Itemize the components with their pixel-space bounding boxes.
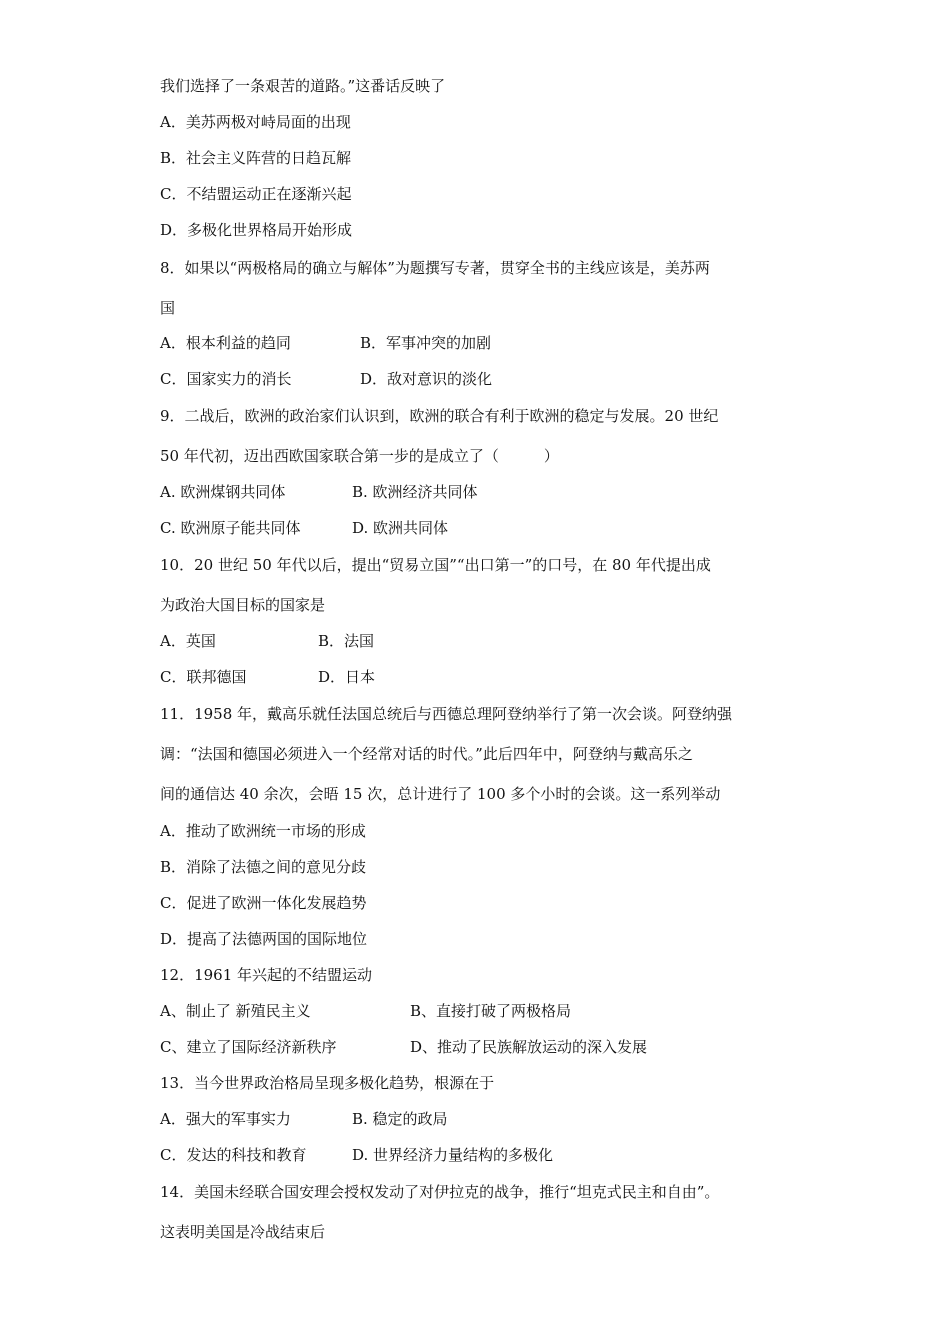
q8-stem-line2: 国 — [160, 299, 176, 317]
q8-option-b: B．军事冲突的加剧 — [360, 334, 492, 352]
q12-option-d: D、推动了民族解放运动的深入发展 — [410, 1038, 648, 1056]
q9-stem-line1: 9．二战后，欧洲的政治家们认识到，欧洲的联合有利于欧洲的稳定与发展。20 世纪 — [160, 407, 719, 425]
q12-option-c: C、建立了国际经济新秩序 — [160, 1038, 337, 1056]
q13-stem: 13．当今世界政治格局呈现多极化趋势，根源在于 — [160, 1074, 495, 1092]
q8-option-d: D．敌对意识的淡化 — [360, 370, 493, 388]
q10-stem-line1: 10．20 世纪 50 年代以后，提出“贸易立国”“出口第一”的口号，在 80 年代提出成 — [160, 556, 711, 574]
q8-option-c: C．国家实力的消长 — [160, 370, 292, 388]
q10-stem-line2: 为政治大国目标的国家是 — [160, 596, 326, 614]
q11-option-d: D．提高了法德两国的国际地位 — [160, 930, 368, 948]
q13-option-d: D. 世界经济力量结构的多极化 — [352, 1146, 554, 1164]
q7-option-c: C．不结盟运动正在逐渐兴起 — [160, 185, 352, 203]
q11-option-a: A．推动了欧洲统一市场的形成 — [160, 822, 366, 840]
q12-stem: 12．1961 年兴起的不结盟运动 — [160, 966, 373, 984]
q14-stem-line1: 14．美国未经联合国安理会授权发动了对伊拉克的战争，推行“坦克式民主和自由”。 — [160, 1183, 720, 1201]
q7-option-d: D．多极化世界格局开始形成 — [160, 221, 353, 239]
q11-stem-line2: 调：“法国和德国必须进入一个经常对话的时代。”此后四年中，阿登纳与戴高乐之 — [160, 745, 693, 763]
q9-stem-line2: 50 年代初，迈出西欧国家联合第一步的是成立了（ ） — [160, 447, 559, 465]
q10-option-d: D．日本 — [318, 668, 376, 686]
q7-option-b: B．社会主义阵营的日趋瓦解 — [160, 149, 352, 167]
q14-stem-line2: 这表明美国是冷战结束后 — [160, 1223, 326, 1241]
q11-stem-line3: 间的通信达 40 余次，会晤 15 次，总计进行了 100 多个小时的会谈。这一系列举动 — [160, 785, 721, 803]
q10-option-b: B．法国 — [318, 632, 375, 650]
q11-option-b: B．消除了法德之间的意见分歧 — [160, 858, 367, 876]
q9-option-c: C. 欧洲原子能共同体 — [160, 519, 301, 537]
q9-option-d: D. 欧洲共同体 — [352, 519, 449, 537]
q10-option-c: C．联邦德国 — [160, 668, 247, 686]
q13-option-c: C．发达的科技和教育 — [160, 1146, 307, 1164]
q9-option-a: A. 欧洲煤钢共同体 — [160, 483, 286, 501]
q11-stem-line1: 11．1958 年，戴高乐就任法国总统后与西德总理阿登纳举行了第一次会谈。阿登纳强 — [160, 705, 733, 723]
q12-option-b: B、直接打破了两极格局 — [410, 1002, 572, 1020]
q13-option-b: B. 稳定的政局 — [352, 1110, 448, 1128]
q10-option-a: A．英国 — [160, 632, 216, 650]
q12-option-a: A、制止了 新殖民主义 — [160, 1002, 311, 1020]
q8-stem-line1: 8．如果以“两极格局的确立与解体”为题撰写专著，贯穿全书的主线应该是，美苏两 — [160, 259, 710, 277]
q7-option-a: A．美苏两极对峙局面的出现 — [160, 113, 351, 131]
q9-option-b: B. 欧洲经济共同体 — [352, 483, 478, 501]
q13-option-a: A．强大的军事实力 — [160, 1110, 291, 1128]
q7-stem: 我们选择了一条艰苦的道路。”这番话反映了 — [160, 77, 446, 95]
q8-option-a: A．根本利益的趋同 — [160, 334, 291, 352]
q11-option-c: C．促进了欧洲一体化发展趋势 — [160, 894, 367, 912]
